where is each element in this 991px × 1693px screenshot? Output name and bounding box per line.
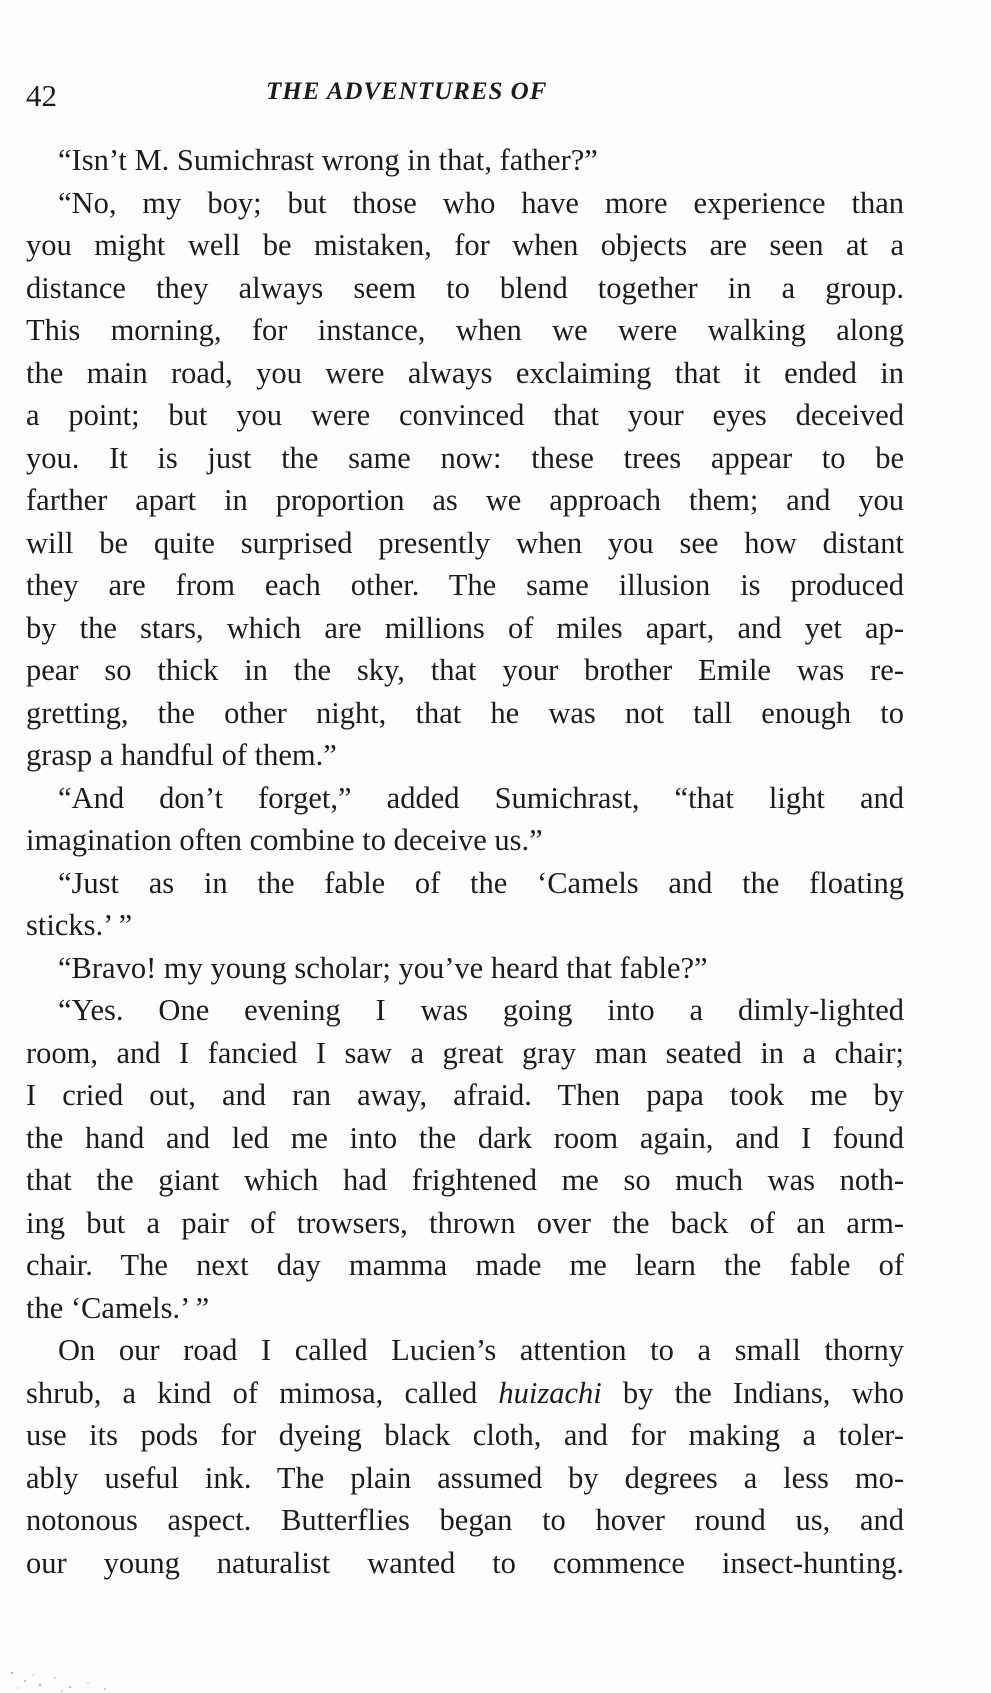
text-line: pear so thick in the sky, that your brother Emile was re- <box>26 653 904 687</box>
text-line: imagination often combine to deceive us.” <box>26 823 543 857</box>
dialogue-block <box>26 139 904 1329</box>
text-line: that the giant which had frightened me so much was noth- <box>26 1163 904 1197</box>
text-line: you. It is just the same now: these trees appear to be <box>26 440 904 475</box>
text-line: our young naturalist wanted to commence insect-hunting. <box>26 1545 904 1580</box>
text-line: the main road, you were always exclaiming that it ended in <box>26 355 904 390</box>
text-line: they are from each other. The same illusion is produced <box>26 568 904 602</box>
text-line: room, and I fancied I saw a great gray man seated in a chair; <box>26 1035 904 1070</box>
text-line: use its pods for dyeing black cloth, and for making a toler- <box>26 1418 904 1452</box>
text-line: gretting, the other night, that he was not tall enough to <box>26 695 904 730</box>
text-line: distance they always seem to blend together in a group. <box>26 270 904 305</box>
text-line: grasp a handful of them.” <box>26 738 337 772</box>
running-head: THE ADVENTURES OF <box>266 78 548 105</box>
text-line: farther apart in proportion as we approach them; and you <box>26 483 904 517</box>
italic-term: huizachi <box>498 1375 602 1410</box>
text-line: the hand and led me into the dark room again, and I found <box>26 1120 904 1155</box>
text-line: by the stars, which are millions of miles apart, and yet ap- <box>26 610 904 645</box>
final-paragraph <box>26 1329 904 1584</box>
page-header <box>26 78 901 118</box>
text-line: This morning, for instance, when we were walking along <box>26 313 904 347</box>
text-line: sticks.’ ” <box>26 908 133 942</box>
text-line: chair. The next day mamma made me learn the fable of <box>26 1248 904 1282</box>
text-line: you might well be mistaken, for when objects are seen at a <box>26 228 904 262</box>
text-span: by the Indians, who <box>601 1375 904 1410</box>
text-line: “Bravo! my young scholar; you’ve heard that fable?” <box>58 950 708 985</box>
text-line: I cried out, and ran away, afraid. Then papa took me by <box>26 1078 904 1112</box>
text-line: the ‘Camels.’ ” <box>26 1290 210 1325</box>
text-line <box>26 1372 904 1415</box>
text-line: “No, my boy; but those who have more experience than <box>58 185 904 220</box>
text-line: will be quite surprised presently when you see how distant <box>26 525 904 560</box>
text-line: “Just as in the fable of the ‘Camels and the floating <box>58 865 904 900</box>
page-number: 42 <box>26 78 57 113</box>
text-line: ing but a pair of trowsers, thrown over the back of an arm- <box>26 1205 904 1240</box>
body-text <box>26 139 904 1584</box>
text-line: ably useful ink. The plain assumed by degrees a less mo- <box>26 1460 904 1495</box>
text-line: “Yes. One evening I was going into a dimly-lighted <box>58 993 904 1027</box>
text-line: “And don’t forget,” added Sumichrast, “that light and <box>58 780 904 815</box>
text-line: On our road I called Lucien’s attention to a small thorny <box>58 1333 904 1367</box>
text-line: a point; but you were convinced that your eyes deceived <box>26 398 904 432</box>
paper-specks-decoration <box>0 1633 200 1693</box>
text-line: “Isn’t M. Sumichrast wrong in that, father?” <box>58 143 598 177</box>
text-span: shrub, a kind of mimosa, called <box>26 1375 499 1410</box>
text-line: notonous aspect. Butterflies began to hover round us, and <box>26 1503 904 1537</box>
